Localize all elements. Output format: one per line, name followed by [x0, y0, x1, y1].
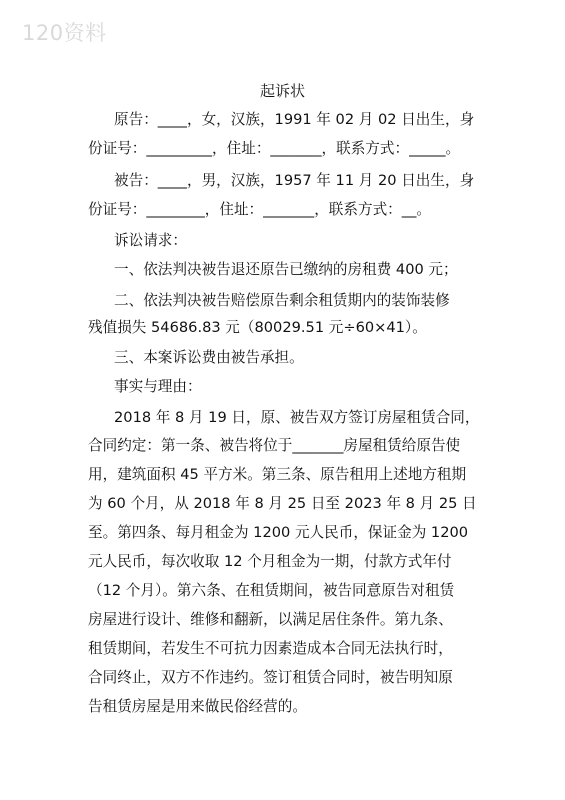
defendant-line-1: 被告：____，男，汉族，1957 年 11 月 20 日出生，身: [114, 172, 475, 189]
facts-line-2: 合同约定：第一条、被告将位于_______房屋租赁给原告使: [88, 437, 461, 454]
plaintiff-line-2: 份证号：_________，住址：_______，联系方式：_____。: [88, 140, 461, 157]
facts-line-8: 房屋进行设计、维修和翻新，以满足居住条件。第九条、: [88, 611, 453, 628]
facts-line-6: 元人民币，每次收取 12 个月租金为一期，付款方式年付: [88, 553, 452, 570]
facts-line-1: 2018 年 8 月 19 日，原、被告双方签订房屋租赁合同，: [114, 409, 480, 426]
facts-line-9: 租赁期间，若发生不可抗力因素造成本合同无法执行时，: [88, 640, 453, 657]
facts-line-4: 为 60 个月，从 2018 年 8 月 25 日至 2023 年 8 月 25 日: [88, 495, 477, 512]
facts-line-3: 用，建筑面积 45 平方米。第三条、原告租用上述地方租期: [88, 466, 467, 483]
facts-line-5: 至。第四条、每月租金为 1200 元人民币，保证金为 1200: [88, 524, 469, 541]
claims-heading: 诉讼请求：: [114, 232, 187, 249]
facts-line-7: （12 个月）。第六条、在租赁期间，被告同意原告对租赁: [88, 582, 455, 599]
defendant-line-2: 份证号：________，住址：_______，联系方式：__。: [88, 201, 431, 218]
claim-2-line-1: 二、依法判决被告赔偿原告剩余租赁期内的装饰装修: [114, 292, 450, 309]
watermark: 120资料: [22, 21, 107, 45]
claim-3: 三、本案诉讼费由被告承担。: [114, 349, 304, 366]
facts-line-10: 合同终止，双方不作违约。签订租赁合同时，被告明知原: [88, 669, 453, 686]
facts-heading: 事实与理由：: [114, 378, 202, 395]
facts-line-11: 告租赁房屋是用来做民俗经营的。: [88, 698, 307, 715]
claim-1: 一、依法判决被告退还原告已缴纳的房租费 400 元；: [114, 261, 458, 278]
plaintiff-line-1: 原告：____，女，汉族，1991 年 02 月 02 日出生，身: [114, 111, 475, 128]
document-title: 起诉状: [259, 82, 305, 100]
claim-2-line-2: 残值损失 54686.83 元（80029.51 元÷60×41）。: [88, 319, 427, 336]
